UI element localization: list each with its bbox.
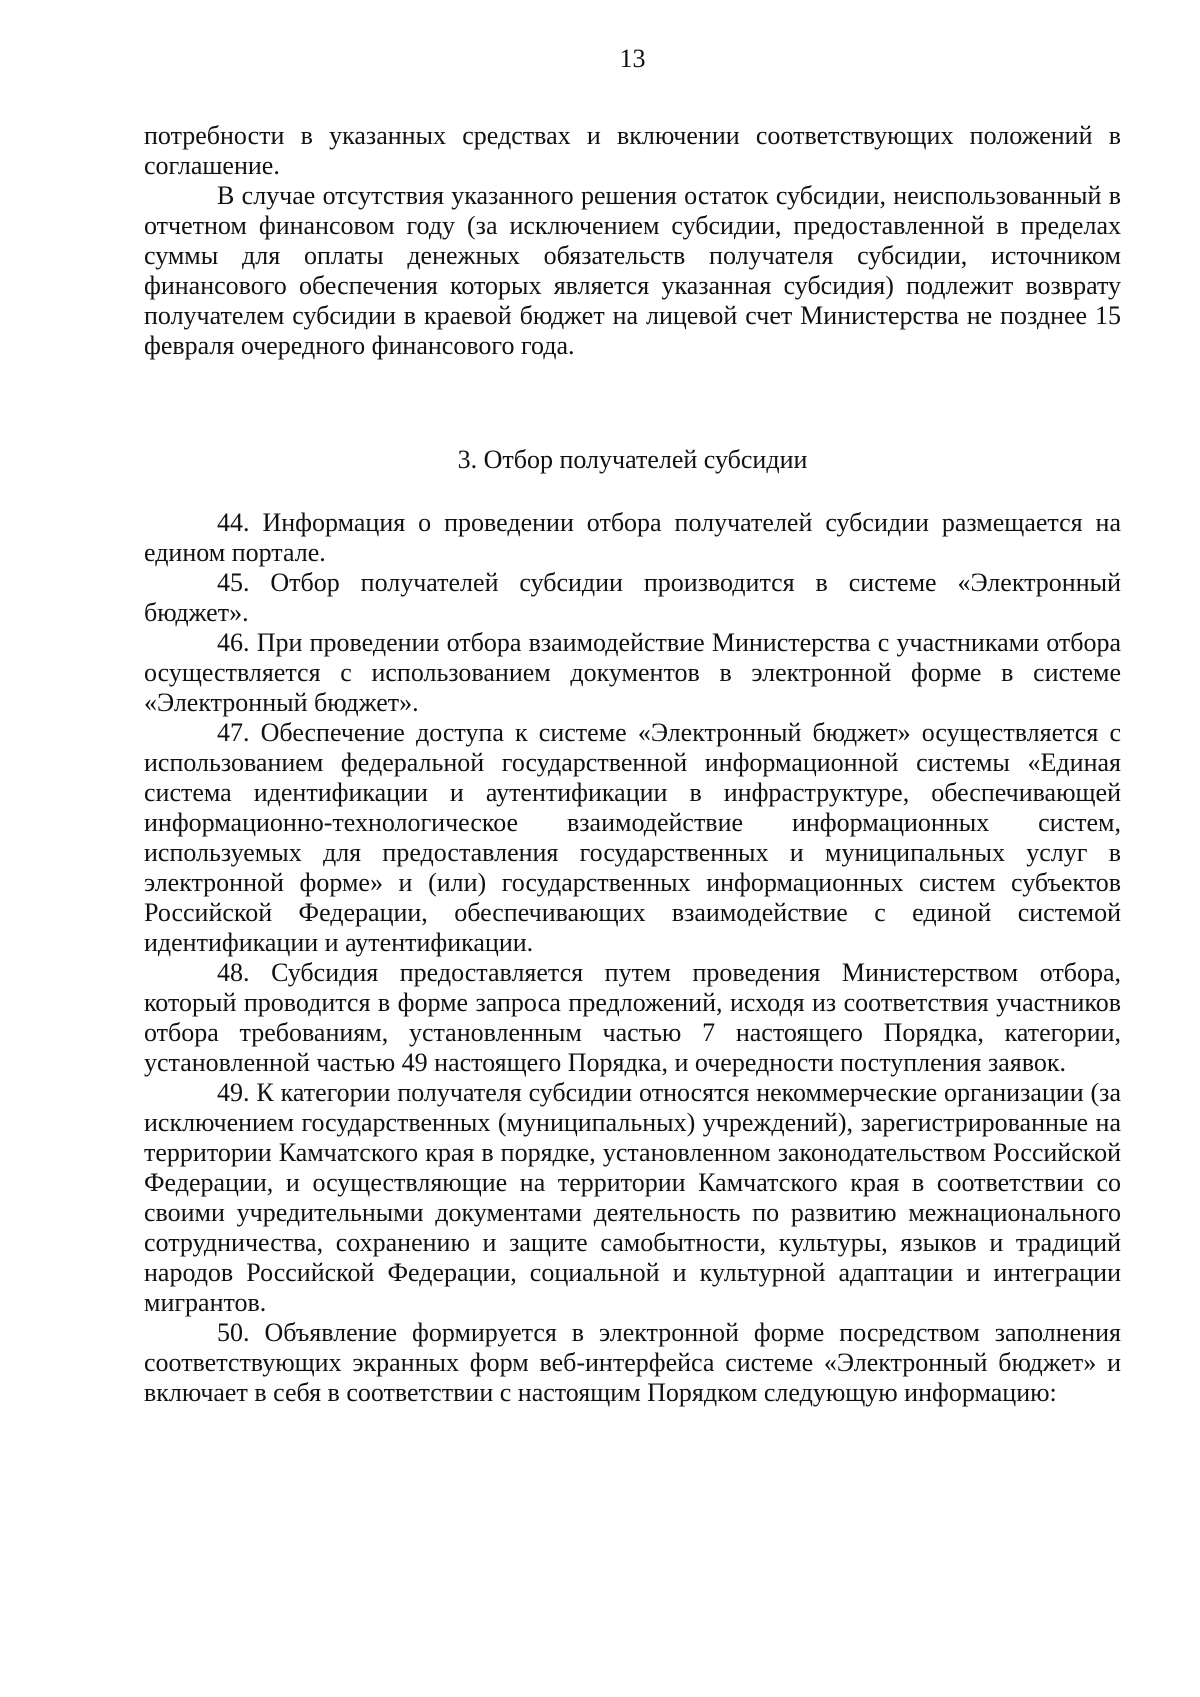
paragraph-49: 49. К категории получателя субсидии относятся некоммерческие организации (за исключением государственных (муниципальных) учреждений), зарегистрированные на территории Камчатского края в порядке, установленном законодательством Российской Федерации, и осуществляющие на территории Камчатского края в соответствии со своими учредительными документами деятельность по развитию межнационального сотрудничества, сохранению и защите самобытности, культуры, языков и традиций народов Российской Федерации, социальной и культурной адаптации и интеграции мигрантов. (144, 1078, 1121, 1317)
paragraph-44: 44. Информация о проведении отбора получателей субсидии размещается на едином портале. (144, 508, 1121, 567)
page-number: 13 (619, 44, 646, 73)
paragraph-47: 47. Обеспечение доступа к системе «Электронный бюджет» осуществляется с использованием федеральной государственной информационной системы «Единая система идентификации и аутентификации в инфраструктуре, обеспечивающей информационно-технологическое взаимодействие информационных систем, используемых для предоставления государственных и муниципальных услуг в электронной форме» и (или) государственных информационных систем субъектов Российской Федерации, обеспечивающих взаимодействие с единой системой идентификации и аутентификации. (144, 718, 1121, 957)
paragraph-45: 45. Отбор получателей субсидии производится в системе «Электронный бюджет». (144, 568, 1121, 627)
paragraph-48: 48. Субсидия предоставляется путем проведения Министерством отбора, который проводится в форме запроса предложений, исходя из соответствия участников отбора требованиям, установленным частью 7 настоящего Порядка, категории, установленной частью 49 настоящего Порядка, и очередности поступления заявок. (144, 958, 1121, 1077)
section-body (144, 508, 1121, 1408)
continuation-text (144, 121, 1121, 361)
section-title: 3. Отбор получателей субсидии (457, 445, 808, 474)
paragraph-46: 46. При проведении отбора взаимодействие Министерства с участниками отбора осуществляется с использованием документов в электронной форме в системе «Электронный бюджет». (144, 628, 1121, 717)
paragraph-subsidy-return: В случае отсутствия указанного решения остаток субсидии, неиспользованный в отчетном финансовом году (за исключением субсидии, предоставленной в пределах суммы для оплаты денежных обязательств получателя субсидии, источником финансового обеспечения которых является указанная субсидия) подлежит возврату получателем субсидии в краевой бюджет на лицевой счет Министерства не позднее 15 февраля очередного финансового года. (144, 181, 1121, 360)
paragraph-50: 50. Объявление формируется в электронной форме посредством заполнения соответствующих экранных форм веб-интерфейса системе «Электронный бюджет» и включает в себя в соответствии с настоящим Порядком следующую информацию: (144, 1318, 1121, 1407)
paragraph-continued: потребности в указанных средствах и включении соответствующих положений в соглашение. (144, 121, 1121, 180)
